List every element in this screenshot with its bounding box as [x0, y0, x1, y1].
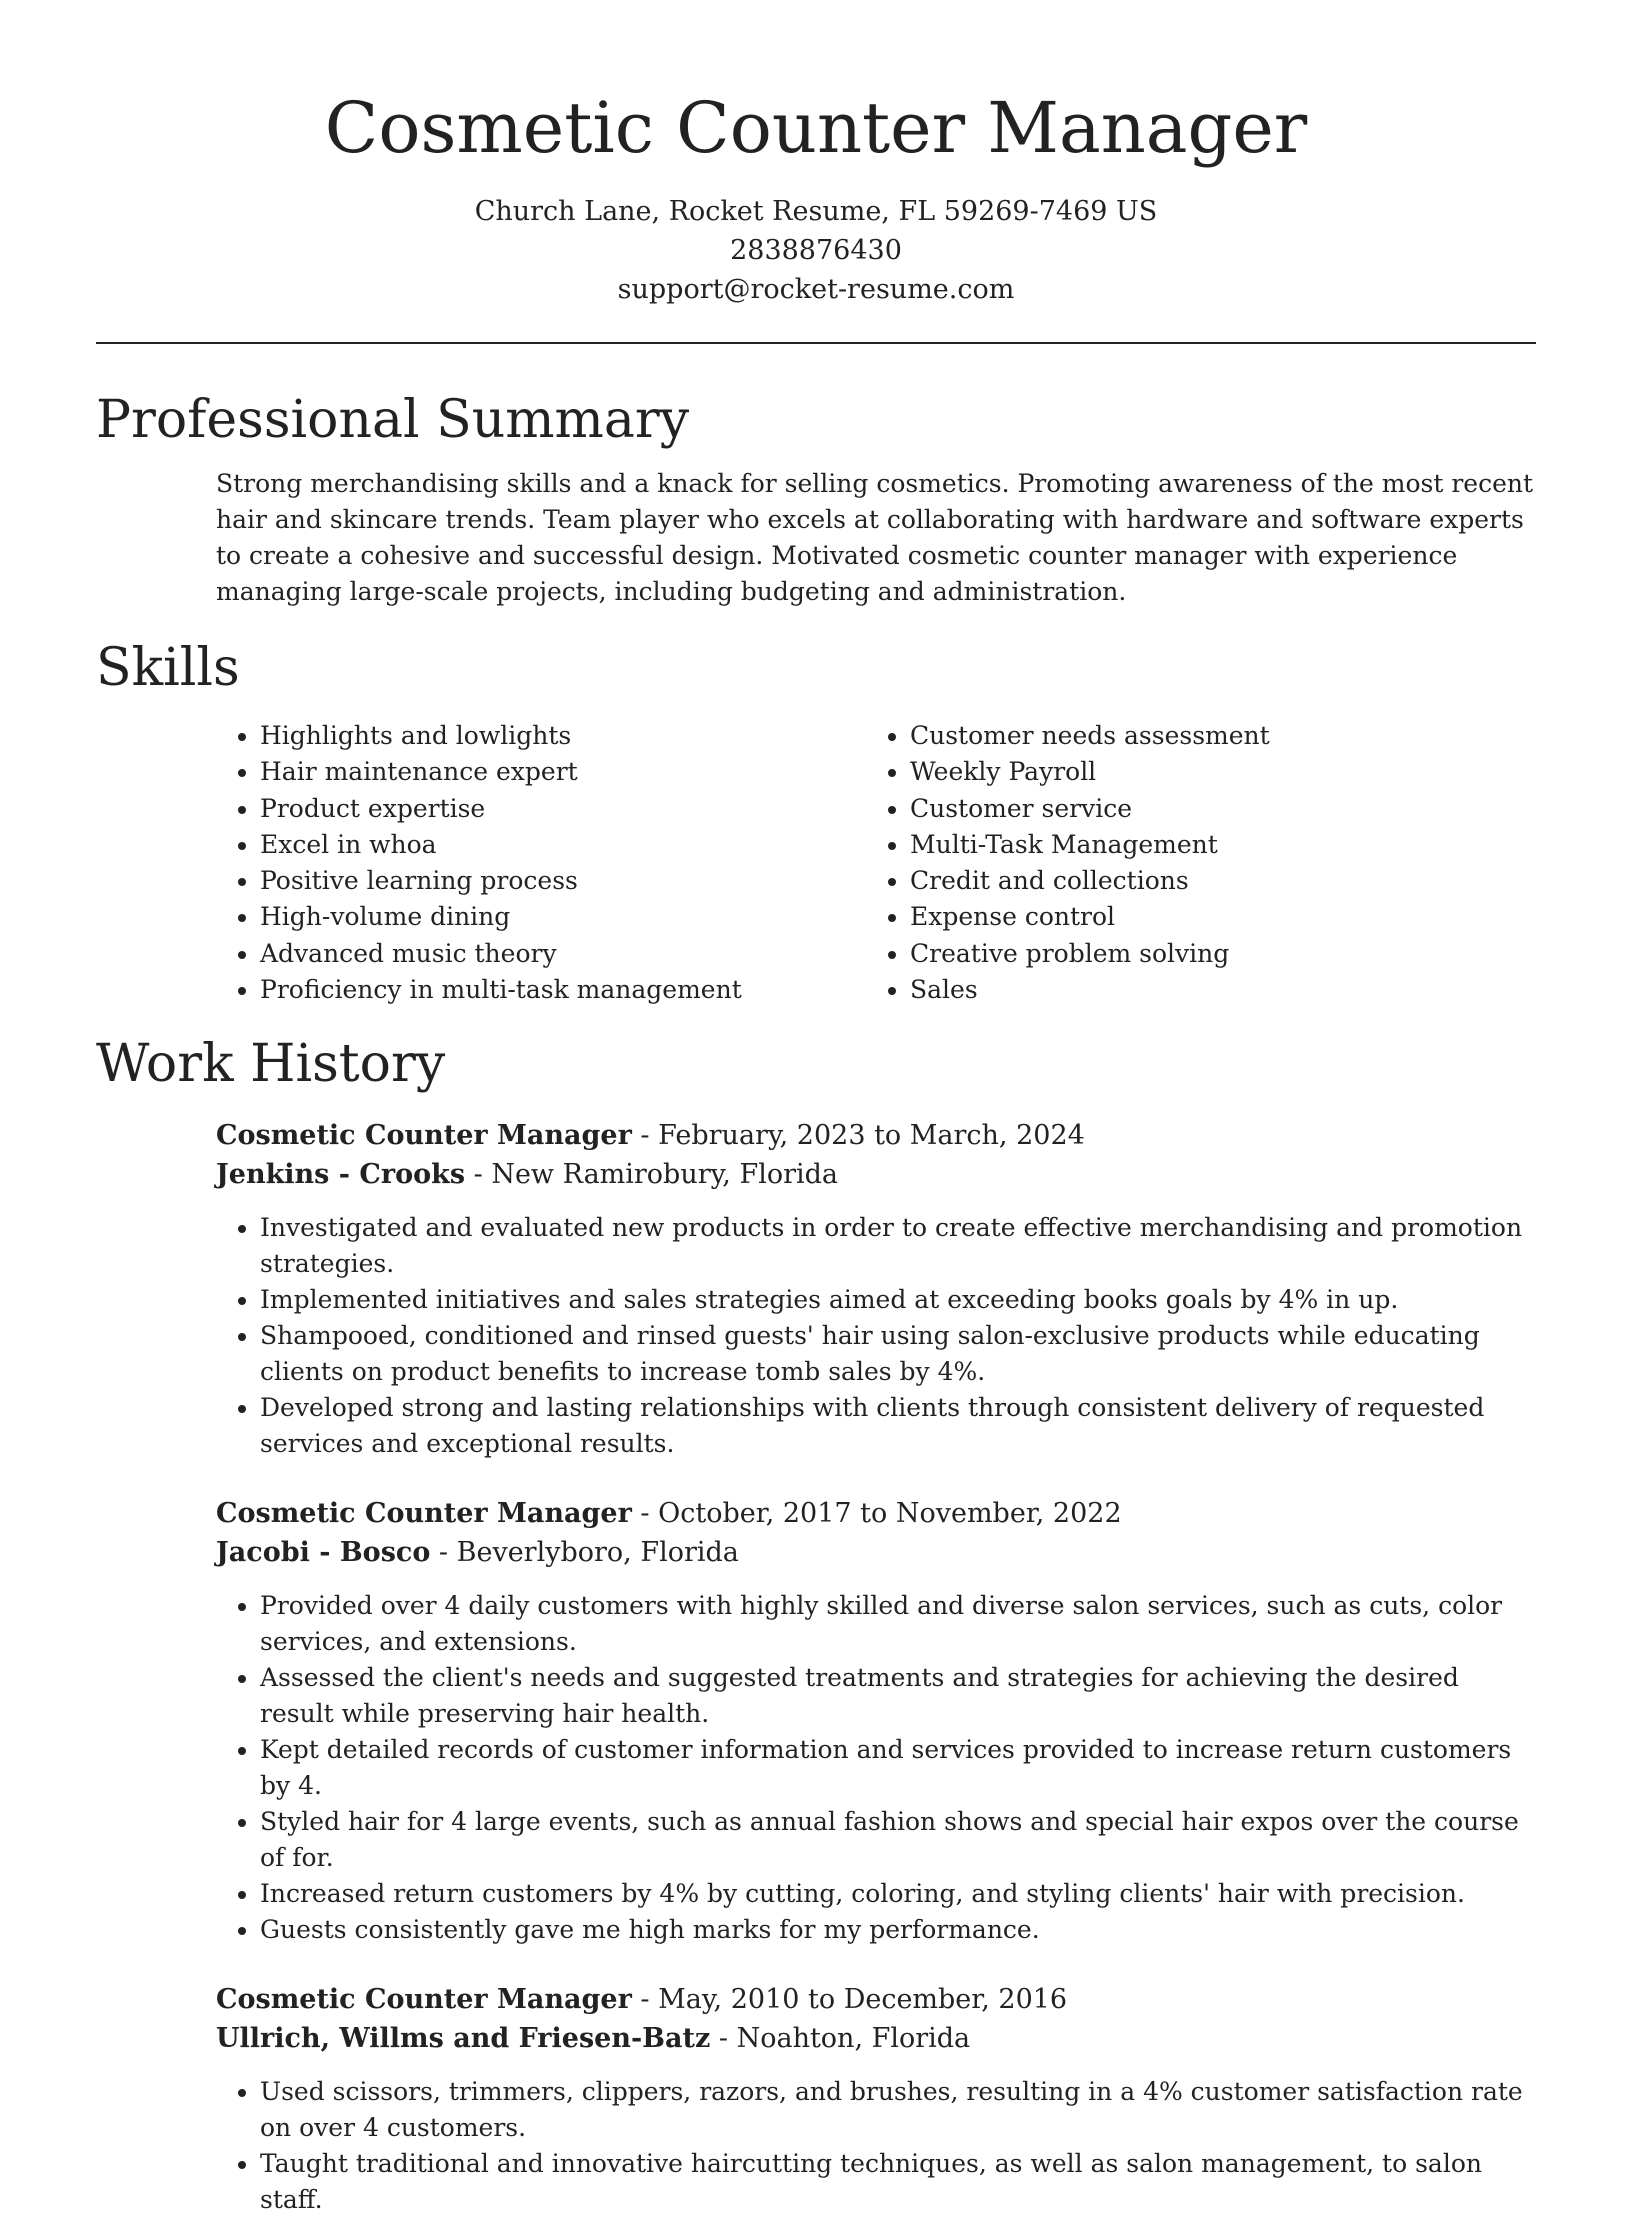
skill-item: • Customer needs assessment	[910, 718, 1516, 754]
job-bullet: • Kept detailed records of customer information and services provided to increase return customers by 4.	[260, 1732, 1536, 1804]
skill-item: • Proficiency in multi-task management	[260, 972, 866, 1008]
job-location: - New Ramirobury, Florida	[465, 1159, 839, 1191]
job-company-line	[216, 2019, 1536, 2058]
contact-phone: 2838876430	[730, 235, 902, 266]
skill-item: • High-volume dining	[260, 899, 866, 935]
job-location: - Beverlyboro, Florida	[430, 1537, 739, 1569]
job-bullet: • Increased return customers by 4% by cutting, coloring, and styling clients' hair with precision.	[260, 1876, 1536, 1912]
job-location: - Noahton, Florida	[710, 2023, 971, 2055]
skills-list-right	[866, 718, 1516, 1008]
skill-item: • Advanced music theory	[260, 936, 866, 972]
skills-columns	[216, 718, 1536, 1008]
job-company: Jacobi - Bosco	[216, 1537, 431, 1569]
skill-item: • Positive learning process	[260, 863, 866, 899]
header-divider	[96, 342, 1536, 344]
job-bullet: • Provided over 4 daily customers with highly skilled and diverse salon services, such as cuts, color services, and extensions.	[260, 1588, 1536, 1660]
skill-item: • Highlights and lowlights	[260, 718, 866, 754]
job-title-line	[216, 1494, 1536, 1533]
skill-item: • Multi-Task Management	[910, 827, 1516, 863]
job-title-line	[216, 1980, 1536, 2019]
job-company: Jenkins - Crooks	[216, 1159, 466, 1191]
job-entry	[216, 1494, 1536, 1948]
job-title: Cosmetic Counter Manager	[216, 1120, 632, 1152]
job-bullets	[216, 2074, 1536, 2218]
job-bullet: • Developed strong and lasting relationships with clients through consistent delivery of requested services and exceptional results.	[260, 1390, 1536, 1462]
job-bullet: • Guests consistently gave me high marks for my performance.	[260, 1912, 1536, 1948]
skills-heading: Skills	[96, 638, 240, 698]
contact-address: Church Lane, Rocket Resume, FL 59269-7469 US	[474, 196, 1158, 227]
skill-item: • Credit and collections	[910, 863, 1516, 899]
job-bullet: • Implemented initiatives and sales strategies aimed at exceeding books goals by 4% in up.	[260, 1282, 1536, 1318]
job-dates: - February, 2023 to March, 2024	[631, 1120, 1085, 1152]
resume-page	[96, 0, 1536, 2218]
contact-email: support@rocket-resume.com	[617, 274, 1015, 305]
skill-item: • Expense control	[910, 899, 1516, 935]
job-dates: - May, 2010 to December, 2016	[631, 1984, 1068, 2016]
job-bullets	[216, 1210, 1536, 1462]
work-history-heading: Work History	[96, 1034, 446, 1095]
job-bullets	[216, 1588, 1536, 1948]
skill-item: • Creative problem solving	[910, 936, 1516, 972]
job-company: Ullrich, Willms and Friesen-Batz	[216, 2023, 711, 2055]
skills-list-left	[216, 718, 866, 1008]
skill-item: • Weekly Payroll	[910, 754, 1516, 790]
work-history-section	[96, 1032, 1536, 2218]
summary-heading: Professional Summary	[96, 390, 690, 450]
job-entry	[216, 1980, 1536, 2218]
contact-block	[96, 192, 1536, 309]
job-company-line	[216, 1533, 1536, 1572]
skill-item: • Product expertise	[260, 791, 866, 827]
summary-text: Strong merchandising skills and a knack for selling cosmetics. Promoting awareness of the most recent hair and skincare trends. Team player who excels at collaborating with hardware and software experts to create a cohesive and successful design. Motivated cosmetic counter manager with experience managing large-scale projects, including budgeting and administration.	[216, 469, 1534, 606]
job-company-line	[216, 1155, 1536, 1194]
job-entry	[216, 1116, 1536, 1462]
skill-item: • Sales	[910, 972, 1516, 1008]
job-bullet: • Investigated and evaluated new products in order to create effective merchandising and promotion strategies.	[260, 1210, 1536, 1282]
job-title: Cosmetic Counter Manager	[216, 1984, 632, 2016]
resume-header	[96, 0, 1536, 309]
job-bullet: • Used scissors, trimmers, clippers, razors, and brushes, resulting in a 4% customer satisfaction rate on over 4 customers.	[260, 2074, 1536, 2146]
job-bullet: • Shampooed, conditioned and rinsed guests' hair using salon-exclusive products while educating clients on product benefits to increase tomb sales by 4%.	[260, 1318, 1536, 1390]
skill-item: • Excel in whoa	[260, 827, 866, 863]
job-title: Cosmetic Counter Manager	[216, 1498, 632, 1530]
skills-section	[96, 636, 1536, 1008]
job-title-line	[216, 1116, 1536, 1155]
job-bullet: • Assessed the client's needs and suggested treatments and strategies for achieving the desired result while preserving hair health.	[260, 1660, 1536, 1732]
job-bullet: • Taught traditional and innovative haircutting techniques, as well as salon management, to salon staff.	[260, 2146, 1536, 2218]
job-bullet: • Styled hair for 4 large events, such as annual fashion shows and special hair expos over the course of for.	[260, 1804, 1536, 1876]
job-dates: - October, 2017 to November, 2022	[631, 1498, 1122, 1530]
resume-name: Cosmetic Counter Manager	[324, 87, 1308, 169]
summary-section	[96, 388, 1536, 610]
skill-item: • Hair maintenance expert	[260, 754, 866, 790]
skill-item: • Customer service	[910, 791, 1516, 827]
